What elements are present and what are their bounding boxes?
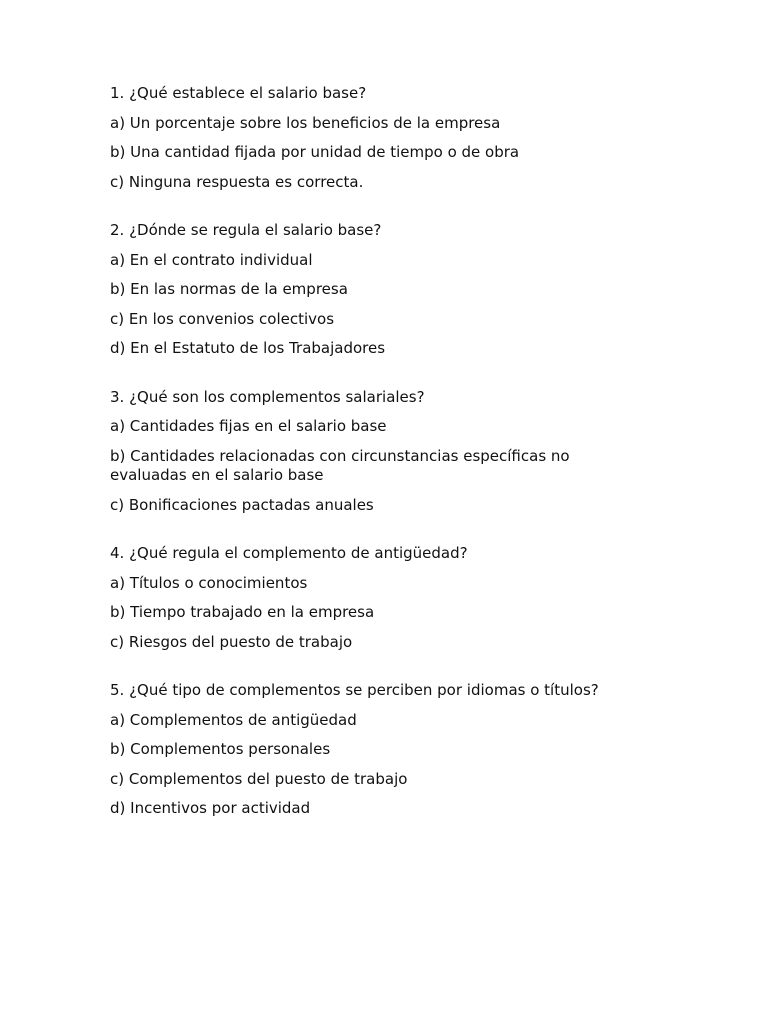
answer-option: a) En el contrato individual (110, 250, 313, 269)
answer-option: a) Títulos o conocimientos (110, 573, 308, 592)
question-2 (110, 221, 630, 359)
answer-option: a) Un porcentaje sobre los beneficios de la empresa (110, 113, 501, 132)
answer-option: b) Una cantidad fijada por unidad de tiempo o de obra (110, 143, 520, 161)
answer-option: a) Cantidades fijas en el salario base (110, 417, 387, 435)
answer-option: c) Ninguna respuesta es correcta. (110, 172, 364, 191)
question-prompt: 3. ¿Qué son los complementos salariales? (110, 387, 425, 406)
answer-option: c) Complementos del puesto de trabajo (110, 769, 408, 788)
question-prompt: 2. ¿Dónde se regula el salario base? (110, 221, 382, 239)
quiz-content (110, 84, 630, 848)
answer-option: d) Incentivos por actividad (110, 799, 311, 817)
question-5 (110, 681, 630, 819)
answer-option: d) En el Estatuto de los Trabajadores (110, 339, 386, 357)
answer-option: b) Cantidades relacionadas con circunstancias específicas no evaluadas en el salario base (110, 446, 570, 484)
answer-option: b) Tiempo trabajado en la empresa (110, 603, 375, 621)
answer-option: c) Bonificaciones pactadas anuales (110, 495, 374, 514)
question-prompt: 4. ¿Qué regula el complemento de antigüedad? (110, 544, 468, 562)
question-3 (110, 388, 630, 516)
question-prompt: 5. ¿Qué tipo de complementos se perciben por idiomas o títulos? (110, 681, 599, 699)
question-1 (110, 84, 630, 192)
answer-option: a) Complementos de antigüedad (110, 710, 357, 729)
answer-option: b) En las normas de la empresa (110, 280, 348, 298)
question-4 (110, 544, 630, 652)
question-prompt: 1. ¿Qué establece el salario base? (110, 84, 367, 102)
answer-option: c) En los convenios colectivos (110, 309, 335, 328)
answer-option: c) Riesgos del puesto de trabajo (110, 632, 353, 651)
answer-option: b) Complementos personales (110, 740, 331, 758)
